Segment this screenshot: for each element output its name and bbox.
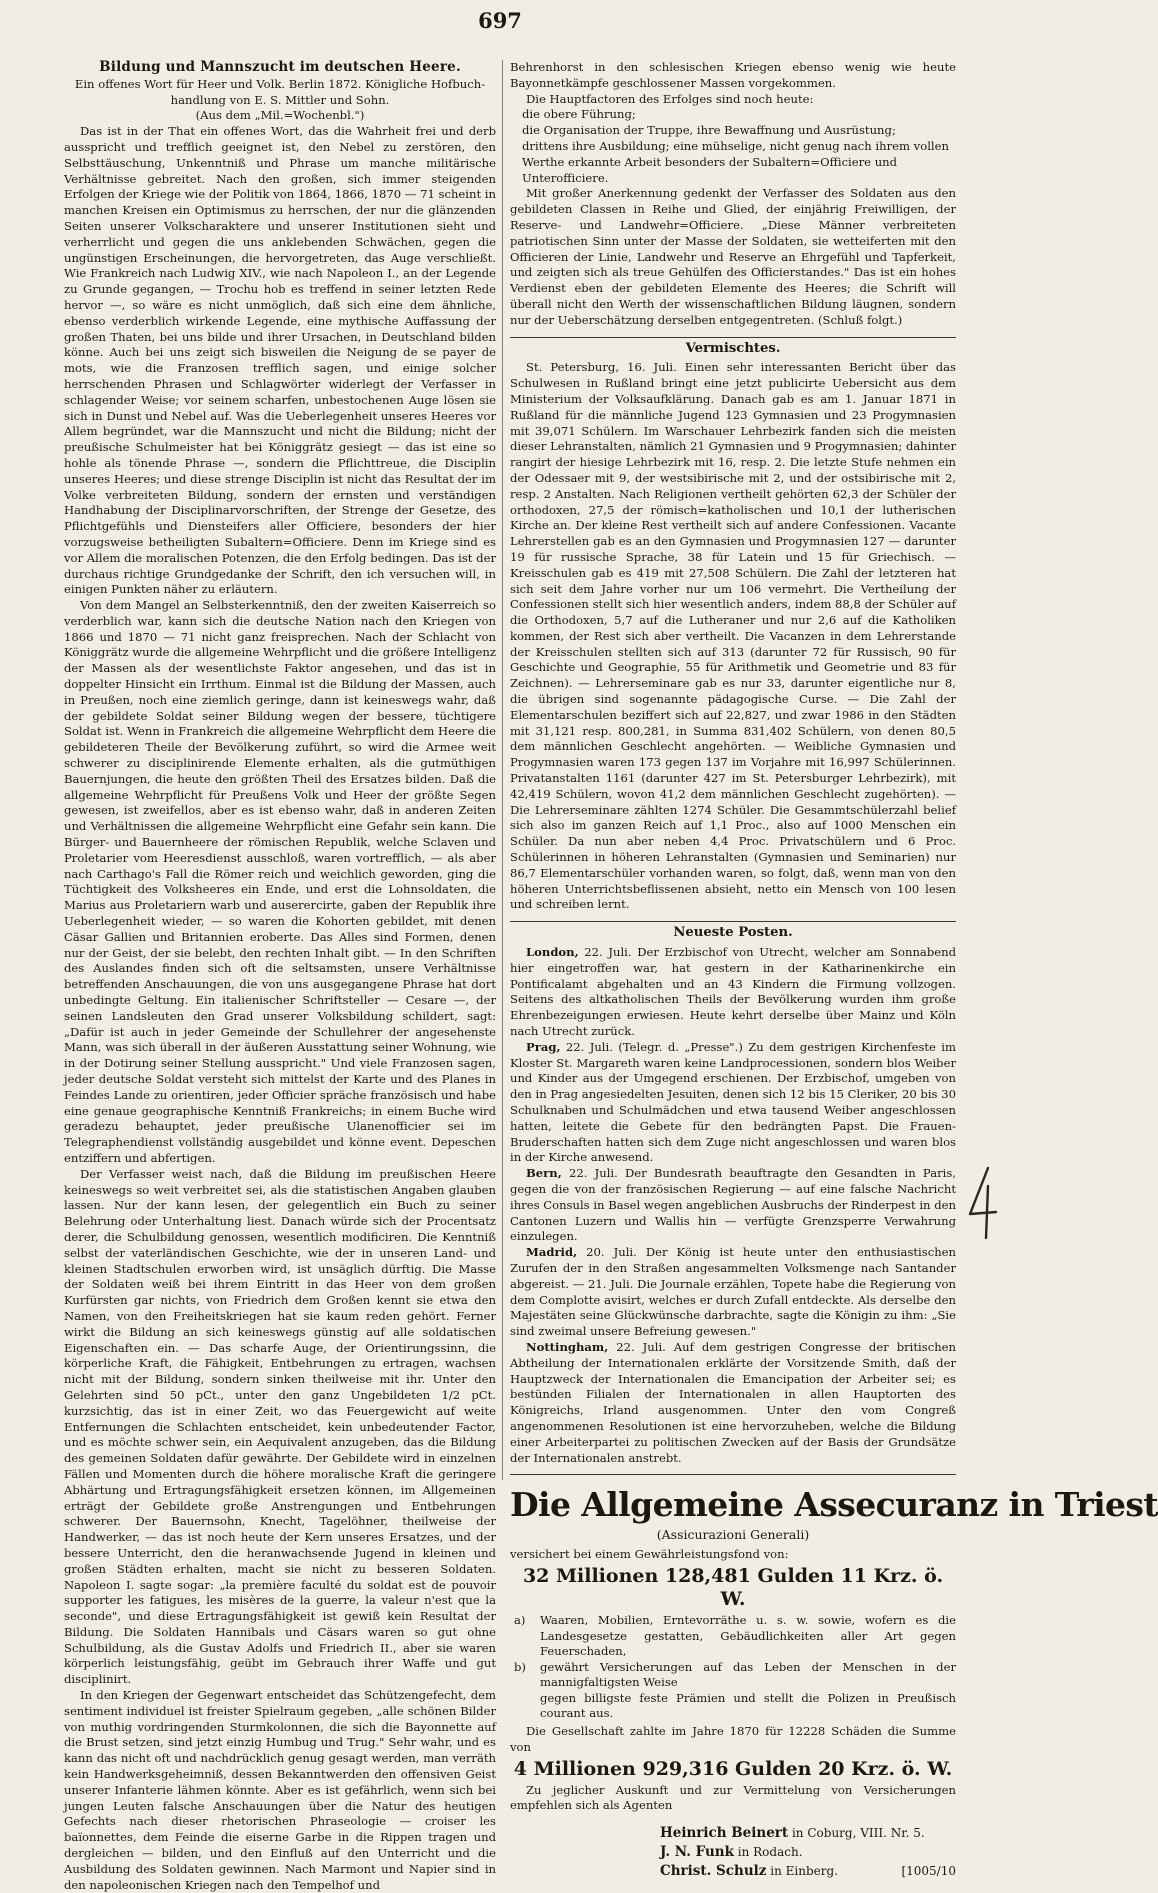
news-text: 22. Juli. Der Erzbischof von Utrecht, welcher am Sonnabend hier eingetroffen war, hat gestern in der Katharinenkirche ein Pontificalamt abgehalten und an 43 Kindern die Firmung vollzogen. Seitens des altkatholischen Theils der Bevölkerung wurden ihm große Ehrenbezeigungen erwiesen. Heute kehrt derselbe über Mainz und Köln nach Utrecht zurück. xyxy=(510,945,956,1039)
section-heading-misc: Vermischtes. xyxy=(685,340,781,356)
news-place: London, xyxy=(526,945,579,960)
ad-item-label: a) xyxy=(514,1612,526,1627)
ad-code: [1005/10 xyxy=(901,1864,956,1879)
paragraph: In den Kriegen der Gegenwart entscheidet das Schützengefecht, dem sentiment individuel ist freister Spielraum gegeben, „alle schönen Bilder von muthig vordringenden Sturmkolonnen, die sich die Bayonnette auf die Brust setzen, sind jetzt einzig Humbug und Trug." Sehr wahr, und es kann das nicht oft und nachdrücklich genug gesagt werden, man verräth kein Handwerksgeheimniß, dessen Bekanntwerden den offensiven Geist unserer Infanterie lähmen könnte. Aber es ist gefährlich, wenn sich bei jungen Leuten falsche Anschauungen über die Natur des heutigen Gefechts nach dieser rhetorischen Phraseologie — croiser les baïonnettes, dem Feinde die eiserne Garbe in die Rippen tragen und dergleichen — bilden, und den Einfluß auf den Unterricht und die Ausbildung des Soldaten gewinnen. Nach Marmont und Napier sind in den napoleonischen Kriegen nach den Tempelhof und xyxy=(64,1688,496,1892)
news-place: Madrid, xyxy=(526,1245,578,1260)
left-column xyxy=(64,59,496,1892)
ad-item-text: gegen billigste feste Prämien und stellt die Polizen in Preußisch courant aus. xyxy=(540,1690,956,1721)
continuation-text: Behrenhorst in den schlesischen Kriegen ebenso wenig wie heute Bayonnetkämpfe geschlossener Massen vorgekommen. xyxy=(510,60,956,90)
ad-item-text: gewährt Versicherungen auf das Leben der Menschen in der mannigfaltigsten Weise xyxy=(540,1659,956,1690)
news-text: 22. Juli. (Telegr. d. „Presse".) Zu dem gestrigen Kirchenfeste im Kloster St. Margareth waren keine Landprocessionen, sondern blos Weiber und Kinder aus der Umgegend erschienen. Der Erzbischof, umgeben von den in Prag angesiedelten Jesuiten, denen sich 12 bis 15 Cleriker, 20 bis 30 Schulknaben und Schulmädchen und etwa tausend Weiber angeschlossen hatten, leitete die Gebete für den bedrängten Papst. Die Frauen-Bruderschaften hatten sich dem Zuge nicht angeschlossen und waren blos in der Kirche anwesend. xyxy=(510,1039,956,1165)
page-number: 697 xyxy=(478,8,522,33)
news-text: 20. Juli. Der König ist heute unter den enthusiastischen Zurufen der in den Straßen angesammelten Volksmenge nach Santander abgereist. — 21. Juli. Die Journale erzählen, Topete habe die Regierung von dem Complotte avisirt, welches er durch Zufall entdeckte. Als derselbe den Majestäten seine Glückwünsche darbrachte, sagte die Königin zu ihm: „Sie sind zweimal unsere Befreiung gewesen." xyxy=(510,1245,956,1339)
list-item: drittens ihre Ausbildung; eine mühselige, nicht genug nach ihrem vollen Werthe erkannte Arbeit besonders der Subaltern=Officiere und Unterofficiere. xyxy=(522,138,949,185)
agent xyxy=(660,1824,956,1843)
ad-amount: 4 Millionen 929,316 Gulden 20 Krz. ö. W. xyxy=(513,1757,953,1780)
ad-item xyxy=(510,1691,956,1722)
ad-subtitle: (Assicurazioni Generali) xyxy=(656,1527,810,1543)
insurance-advertisement xyxy=(510,1474,1158,1881)
news-place: Prag, xyxy=(526,1039,561,1054)
agent-place: in Coburg, VIII. Nr. 5. xyxy=(788,1826,925,1841)
factors-list xyxy=(510,107,956,186)
ad-agents xyxy=(660,1824,956,1881)
news-place: Bern, xyxy=(526,1166,562,1181)
column-divider xyxy=(502,60,503,1480)
factors-intro: Die Hauptfactoren des Erfolges sind noch heute: xyxy=(526,91,814,106)
paragraph: Das ist in der That ein offenes Wort, das die Wahrheit frei und derb ausspricht und trefflich geeignet ist, den Nebel zu zerstören, den Selbsttäuschung, Unkenntniß und Phrase um manche militärische Verhältnisse gebreitet. Nach den großen, sich immer steigenden Erfolgen der Kriege wie der Politik von 1864, 1866, 1870 — 71 scheint in manchen Kreisen ein Optimismus zu herrschen, der nur die glänzenden Seiten unserer Volkscharaktere und unserer Institutionen sieht und verherrlicht und gegen die uns anklebenden Schwächen, gegen die ungünstigen Erscheinungen, die hervorgetreten, das Auge verschließt. Wie Frankreich nach Ludwig XIV., wie nach Napoleon I., an der Legende zu Grunde gegangen, — Trochu hob es treffend in seiner letzten Rede hervor —, so wäre es nicht unmöglich, daß sich eine dem ähnliche, ebenso verderblich wirkende Legende, eine mythische Auffassung der großen Thaten, bei uns bilde und ihrer Ursachen, in Deutschland bilden könne. Auch bei uns zeigt sich bisweilen die Neigung de se payer de mots, wie die Franzosen trefflich sagen, und einige solcher herrschenden Phrasen und Schlagwörter widerlegt der Verfasser in schlagender Weise; vor seinem scharfen, unbestochenen Auge lösen sie sich in Dunst und Nebel auf. Was die Ueberlegenheit unseres Heeres vor Allem begründet, war die Mannszucht und nicht die Bildung; nicht der preußische Schulmeister hat bei Königgrätz gesiegt — das ist eine so hohle als tönende Phrase —, sondern die Pflichttreue, die Disciplin unseres Heeres; und diese strenge Disciplin ist nicht das Resultat der im Volke verbreiteten Bildung, sondern der ernsten und verständigen Handhabung der Disciplinarvorschriften, der Strenge der Gesetze, des Pflichtgefühls und Diensteifers aller Officiere, besonders der hier vorzugsweise betheiligten Subaltern=Officiere. Denn im Kriege sind es vor Allem die moralischen Potenzen, die den Erfolg bedingen. Das ist der durchaus richtige Grundgedanke der Schrift, den ich versuchen will, in einigen Punkten näher zu erläutern. xyxy=(64,124,496,597)
ad-amount: 32 Millionen 128,481 Gulden 11 Krz. ö. W. xyxy=(522,1564,944,1610)
news-item xyxy=(510,1166,956,1245)
article-subtitle-1: Ein offenes Wort für Heer und Volk. Berlin 1872. Königliche Hofbuch- xyxy=(74,76,486,91)
ad-item xyxy=(510,1613,956,1660)
agent xyxy=(660,1843,956,1862)
section-divider xyxy=(510,337,956,338)
agent-name: J. N. Funk xyxy=(660,1844,734,1861)
agent xyxy=(660,1862,956,1881)
news-item xyxy=(510,1245,956,1340)
agent-place: in Rodach. xyxy=(733,1845,803,1860)
ad-item-label: b) xyxy=(514,1659,526,1674)
news-item xyxy=(510,1040,956,1166)
paragraph: Von dem Mangel an Selbsterkenntniß, den der zweiten Kaiserreich so verderblich war, kann sich die deutsche Nation nach den Kriegen von 1866 und 1870 — 71 nicht ganz freisprechen. Nach der Schlacht von Königgrätz wurde die allgemeine Wehrpflicht und die größere Intelligenz der Massen als der wesentlichste Faktor angesehen, und das ist in doppelter Hinsicht ein Irrthum. Einmal ist die Bildung der Massen, auch in Preußen, noch eine ziemlich geringe, dann ist keineswegs wahr, daß der gebildete Soldat seiner Bildung wegen der bessere, tüchtigere Soldat ist. Wenn in Frankreich die allgemeine Wehrpflicht dem Heere die gebildeteren Theile der Bevölkerung zuführt, so wird die Armee weit schwerer zu disciplinirende Elemente erhalten, als die gutmüthigen Bauernjungen, die heute den größten Theil des Ersatzes bilden. Daß die allgemeine Wehrpflicht für Preußens Volk und Heer der größte Segen gewesen, ist zweifellos, aber es ist ebenso wahr, daß in anderen Zeiten und Verhältnissen die allgemeine Wehrpflicht eine Gefahr sein kann. Die Bürger- und Bauernheere der römischen Republik, welche Sclaven und Proletarier vom Heeresdienst ausschloß, waren vortrefflich, — als aber nach Carthago's Fall die Römer reich und weichlich geworden, ging die Tüchtigkeit des Volksheeres ein Ende, und erst die Lohnsoldaten, die Marius aus Proletariern warb und auserercirte, gaben der Republik ihre Ueberlegenheit wieder, — so waren die Kohorten gebildet, mit denen Cäsar Gallien und Britannien eroberte. Das Alles sind Formen, denen nur der Geist, der sie belebt, den rechten Inhalt gibt. — In den Schriften des Auslandes finden sich oft die seltsamsten, unsere Verhältnisse betreffenden Anschauungen, die von uns ausgegangene Phrase hat dort unbedingte Geltung. Ein italienischer Schriftsteller — Cesare —, der seinen Landsleuten den Grad unserer Volksbildung schildert, sagt: „Dafür ist auch in jeder Gemeinde der Schullehrer der angesehenste Mann, was sich überall in der äußeren Ausstattung seiner Wohnung, wie in der Dotirung seiner Stellung ausspricht." Und viele Franzosen sagen, jeder deutsche Soldat versteht sich mittelst der Karte und des Planes in Feindes Lande zu orientiren, jeder Officier spräche französisch und habe eine genaue geographische Kenntniß Frankreichs; in einem Buche wird geradezu behauptet, jeder preußische Ulanenofficier sei im Telegraphendienst vollständig ausgebildet und könne event. Depeschen entziffern und abfertigen. xyxy=(64,598,496,1165)
ad-headline: Die Allgemeine Assecuranz in Triest xyxy=(510,1485,1158,1525)
ad-items xyxy=(510,1613,956,1722)
news-text: 22. Juli. Auf dem gestrigen Congresse der britischen Abtheilung der Internationalen erklärte der Vorsitzende Smith, daß der Hauptzweck der Internationalen die Emancipation der Arbeiter sei; es bestünden Filialen der Internationalen in allen Hauptorten des Königreichs, Irland ausgenommen. Unter den vom Congreß angenommenen Resolutionen ist eine hervorzuheben, welche die Bildung einer Arbeiterpartei zu politischen Zwecken auf der Basis der Grundsätze der Internationalen anstrebt. xyxy=(510,1339,956,1465)
misc-paragraph: St. Petersburg, 16. Juli. Einen sehr interessanten Bericht über das Schulwesen in Rußland bringt eine jetzt publicirte Uebersicht aus dem Ministerium der Volksaufklärung. Danach gab es am 1. Januar 1871 in Rußland für die männliche Jugend 123 Gymnasien und 23 Progymnasien mit 39,071 Schülern. Im Warschauer Lehrbezirk fanden sich die meisten dieser Lehranstalten, nämlich 21 Gymnasien und 9 Progymnasien; dahinter rangirt der hiesige Lehrbezirk mit 16, resp. 2. Die letzte Stufe nehmen ein der Odessaer mit 9, der westsibirische mit 2, und der ostsibirische mit 2, resp. 2 Anstalten. Nach Religionen vertheilt gehörten 62,3 der Schüler der orthodoxen, 27,5 der römisch=katholischen und 10,1 der lutherischen Kirche an. Der kleine Rest vertheilt sich auf andere Confessionen. Vacante Lehrerstellen gab es an den Gymnasien und Progymnasien 127 — darunter 19 für russische Sprache, 38 für Latein und 15 für Griechisch. — Kreisschulen gab es 419 mit 27,508 Schülern. Die Zahl der letzteren hat sich seit dem Jahre vorher nur um 106 vermehrt. Die Vertheilung der Confessionen stellt sich hier wesentlich anders, indem 88,8 der Schüler auf die Orthodoxen, 5,7 auf die Lutheraner und nur 2,6 auf die Katholiken kommen, der Rest sich aber vertheilt. Die Vacanzen in dem Lehrerstande der Kreisschulen stellten sich auf 313 (darunter 72 für Russisch, 90 für Geschichte und Geographie, 55 für Arithmetik und Geometrie und 83 für Zeichnen). — Lehrerseminare gab es nur 33, darunter eigentliche nur 8, die übrigen sind sogenannte pädagogische Curse. — Die Zahl der Elementarschulen beziffert sich auf 22,827, und zwar 1986 in den Städten mit 31,121 resp. 800,281, in Summa 831,402 Schülern, von denen 80,5 dem männlichen Geschlecht angehörten. — Weibliche Gymnasien und Progymnasien waren 173 gegen 137 im Vorjahre mit 16,997 Schülerinnen. Privatanstalten 1161 (darunter 427 im St. Petersburger Lehrbezirk), mit 42,419 Schülern, wovon 41,2 dem männlichen Geschlecht zugehörten). — Die Lehrerseminare zählten 1274 Schüler. Die Gesammtschülerzahl belief sich also im ganzen Reich auf 1,1 Proc., also auf 1000 Menschen ein Schüler. Da nun aber neben 4,4 Proc. Privatschülern und 6 Proc. Schülerinnen in höheren Lehranstalten (Gymnasien und Seminarien) nur 86,7 Elementarschüler vorhanden waren, so folgt, daß, wenn man von den höheren Unterrichtsbeflissenen absieht, netto ein Mensch von 100 lesen und schreiben lernt. xyxy=(510,360,956,912)
news-text: 22. Juli. Der Bundesrath beauftragte den Gesandten in Paris, gegen die von der französischen Regierung — auf eine falsche Nachricht ihres Consuls in Basel wegen angeblichen Ausbruchs der Rinderpest in den Cantonen Luzern und Wallis hin — verfügte Grenzsperre Verwahrung einzulegen. xyxy=(510,1166,956,1244)
ad-item-label xyxy=(510,1691,540,1722)
ad-line: Zu jeglicher Auskunft und zur Vermittelung von Versicherungen empfehlen sich als Agenten xyxy=(510,1782,956,1813)
article-title: Bildung und Mannszucht im deutschen Heere. xyxy=(99,59,461,75)
news-item xyxy=(510,1340,956,1466)
handwritten-mark xyxy=(962,1164,1002,1244)
list-item: die obere Führung; xyxy=(522,107,636,122)
list-item: die Organisation der Truppe, ihre Bewaffnung und Ausrüstung; xyxy=(522,123,896,138)
ad-line: Die Gesellschaft zahlte im Jahre 1870 für 12228 Schäden die Summe von xyxy=(510,1724,956,1754)
ad-item-text: Waaren, Mobilien, Erntevorräthe u. s. w. sowie, wofern es die Landesgesetze gestatten, Gebäudlichkeiten aller Art gegen Feuerschaden, xyxy=(540,1612,956,1659)
agent-place: in Einberg. xyxy=(766,1864,838,1879)
ad-line: versichert bei einem Gewährleistungsfond von: xyxy=(510,1547,789,1562)
article-source: (Aus dem „Mil.=Wochenbl.") xyxy=(195,108,365,123)
section-divider xyxy=(510,921,956,922)
news-item xyxy=(510,945,956,1040)
agent-name: Heinrich Beinert xyxy=(660,1825,789,1842)
section-heading-news: Neueste Posten. xyxy=(673,925,793,941)
ad-item xyxy=(510,1660,956,1691)
article-subtitle-2: handlung von E. S. Mittler und Sohn. xyxy=(170,92,390,107)
closing-paragraph: Mit großer Anerkennung gedenkt der Verfasser des Soldaten aus den gebildeten Classen in Reihe und Glied, der einjährig Freiwilligen, der Reserve- und Landwehr=Officiere. „Diese Männer verbreiteten patriotischen Sinn unter der Masse der Soldaten, sie wetteiferten mit den Officieren der Linie, Landwehr und Reserve an Ehrgefühl und Tapferkeit, und zeigten sich als treue Gehülfen des Officierstandes." Das ist ein hohes Verdienst eben der gebildeten Elemente des Heeres; die Schrift will überall nicht den Werth der wissenschaftlichen Bildung läugnen, sondern nur der Ueberschätzung derselben entgegentreten. (Schluß folgt.) xyxy=(510,186,956,327)
agent-name: Christ. Schulz xyxy=(660,1863,767,1880)
right-column xyxy=(510,60,1158,1880)
paragraph: Der Verfasser weist nach, daß die Bildung im preußischen Heere keineswegs so weit verbreitet sei, als die statistischen Angaben glauben lassen. Nur der kann lesen, der gelegentlich ein Buch zu seiner Belehrung oder Unterhaltung liest. Danach würde sich der Procentsatz derer, die Schulbildung genossen, wesentlich modificiren. Die Kenntniß selbst der vaterländischen Geschichte, wie der in unseren Land- und kleinen Stadtschulen erworben wird, ist unsäglich dürftig. Die Masse der Soldaten weiß bei ihrem Eintritt in das Heer von dem großen Kurfürsten gar nichts, von Friedrich dem Großen kennt sie etwa den Namen, von den Freiheitskriegen hat sie kaum reden gehört. Ferner wirkt die Bildung an sich keineswegs günstig auf alle soldatischen Eigenschaften ein. — Das scharfe Auge, der Orientirungssinn, die körperliche Kraft, die Fähigkeit, Entbehrungen zu ertragen, wachsen nicht mit der Bildung, sondern sinken theilweise mit ihr. Unter den Gelehrten sind 50 pCt., unter den ganz Ungebildeten 1/2 pCt. kurzsichtig, das ist in einer Zeit, wo das Feuergewicht auf weite Entfernungen die Schlachten entscheidet, kein unbedeutender Factor, und es möchte schwer sein, ein Aequivalent anzugeben, das die Bildung des gemeinen Soldaten dafür gewährte. Der Gebildete wird in einzelnen Fällen und Momenten durch die höhere moralische Kraft die geringere Abhärtung und Ertragungsfähigkeit ersetzen können, im Allgemeinen erträgt der Gebildete große Anstrengungen und Entbehrungen schwerer. Der Bauernsohn, Knecht, Tagelöhner, theilweise der Handwerker, — das ist noch heute der Kern unseres Ersatzes, und der bessere Unterricht, den die heranwachsende Jugend in kleinen und großen Städten erhalten, macht sie nicht zu besseren Soldaten. Napoleon I. sagte sogar: „la première faculté du soldat est de pouvoir supporter les fatigues, les misères de la guerre, la valeur n'est que la seconde", und diese Ertragungsfähigkeit ist gewiß kein Resultat der Bildung. Die Soldaten Hannibals und Cäsars waren so gut ohne Schulbildung, als die Gustav Adolfs und Friedrich II., aber sie waren körperlich leistungsfähig, geübt im Gebrauch ihrer Waffe und gut disciplinirt. xyxy=(64,1166,496,1687)
news-place: Nottingham, xyxy=(526,1339,609,1354)
